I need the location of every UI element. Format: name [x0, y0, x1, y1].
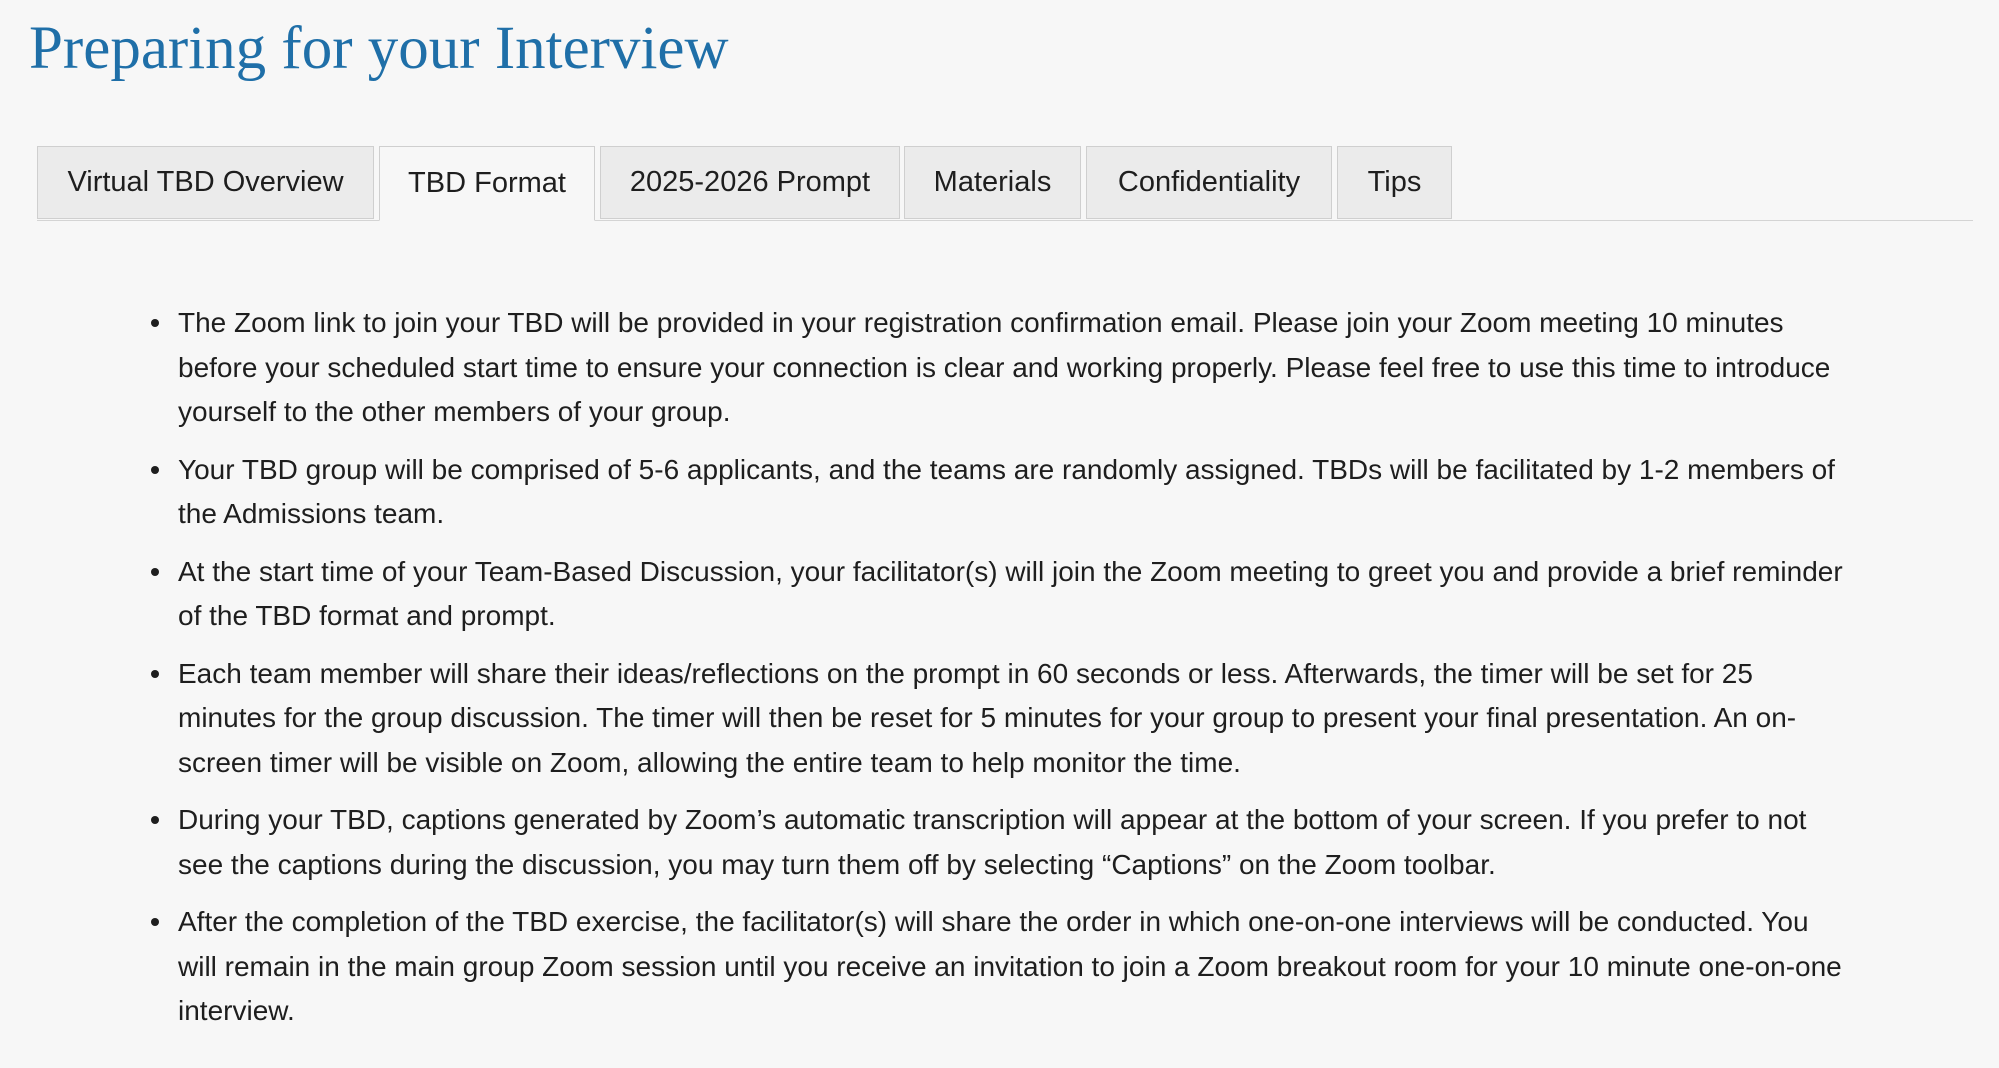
tab-bar — [37, 146, 1973, 221]
page-title: Preparing for your Interview — [29, 15, 729, 82]
tab-virtual-tbd-overview[interactable]: Virtual TBD Overview — [37, 146, 374, 219]
list-item — [142, 550, 1852, 639]
tab-tips[interactable]: Tips — [1337, 146, 1452, 219]
bullet-icon — [151, 816, 159, 824]
list-item-text: The Zoom link to join your TBD will be provided in your registration confirmation email. Please join your Zoom meeting 10 minutes before your scheduled start time to ensure your connection is clear and working properly. Please feel free to use this time to introduce yourself to the other members of your group. — [178, 307, 1831, 427]
tab-tbd-format[interactable]: TBD Format — [379, 146, 595, 221]
list-item-text: Each team member will share their ideas/reflections on the prompt in 60 seconds or less. Afterwards, the timer will be set for 25 minutes for the group discussion. The timer will then be reset for 5 minutes for your group to present your final presentation. An on-screen timer will be visible on Zoom, allowing the entire team to help monitor the time. — [178, 657, 1797, 778]
list-item-text: After the completion of the TBD exercise, the facilitator(s) will share the order in which one-on-one interviews will be conducted. You will remain in the main group Zoom session until you receive an invitation to join a Zoom breakout room for your 10 minute one-on-one interview. — [178, 906, 1842, 1026]
list-item — [142, 900, 1852, 1034]
list-item-text: Your TBD group will be comprised of 5-6 applicants, and the teams are randomly assigned. TBDs will be facilitated by 1-2 members of the Admissions team. — [178, 453, 1835, 529]
bullet-icon — [151, 918, 159, 926]
list-item — [142, 652, 1852, 786]
list-item-text: During your TBD, captions generated by Zoom’s automatic transcription will appear at the bottom of your screen. If you prefer to not see the captions during the discussion, you may turn them off by selecting “Captions” on the Zoom toolbar. — [178, 804, 1807, 880]
list-item — [142, 448, 1852, 537]
tab-confidentiality[interactable]: Confidentiality — [1086, 146, 1332, 219]
list-item — [142, 301, 1852, 435]
list-item — [142, 798, 1852, 887]
tab-2025-2026-prompt[interactable]: 2025-2026 Prompt — [600, 146, 900, 219]
tab-materials[interactable]: Materials — [904, 146, 1081, 219]
tab-content-list — [142, 301, 1852, 1047]
bullet-icon — [151, 319, 159, 327]
bullet-icon — [151, 466, 159, 474]
bullet-icon — [151, 568, 159, 576]
list-item-text: At the start time of your Team-Based Discussion, your facilitator(s) will join the Zoom meeting to greet you and provide a brief reminder of the TBD format and prompt. — [178, 555, 1843, 631]
bullet-icon — [151, 670, 159, 678]
